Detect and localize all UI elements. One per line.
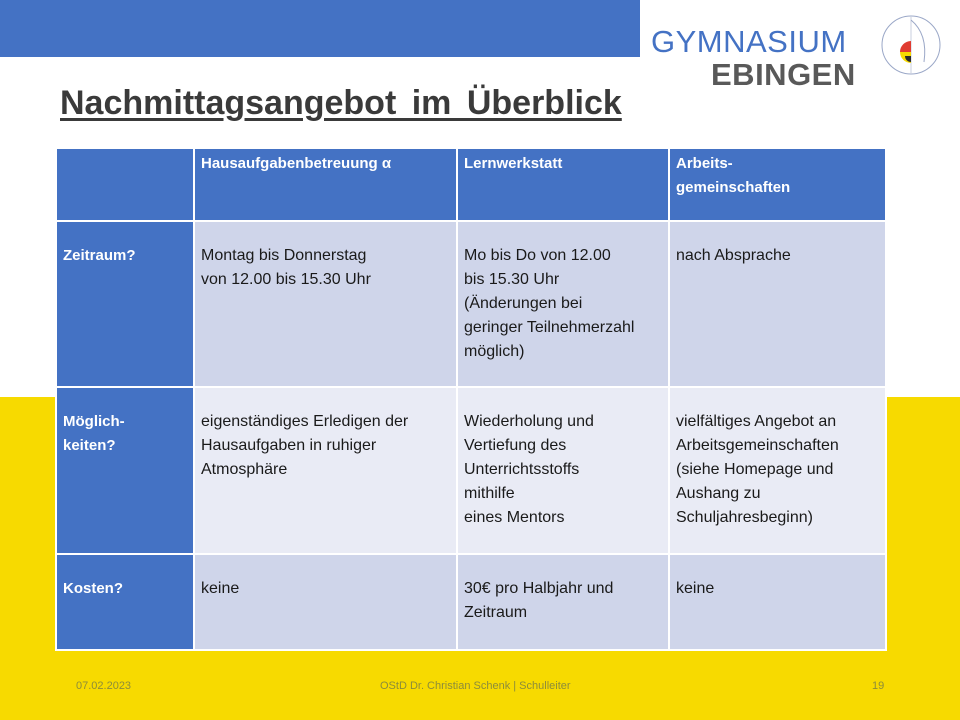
table-cell: 30€ pro Halbjahr und Zeitraum [457, 554, 669, 650]
header-lernwerkstatt: Lernwerkstatt [457, 148, 669, 221]
table-cell: keine [194, 554, 457, 650]
offer-table [55, 147, 887, 651]
table-row [56, 554, 886, 650]
table-row [56, 387, 886, 554]
footer-date: 07.02.2023 [76, 680, 132, 692]
table-cell: Mo bis Do von 12.00 bis 15.30 Uhr (Änderungen bei geringer Teilnehmerzahl möglich) [457, 221, 669, 387]
row-label-kosten: Kosten? [56, 554, 194, 650]
table-header-row [56, 148, 886, 221]
logo-text-ebingen: EBINGEN [711, 57, 856, 92]
logo-text-gymnasium: GYMNASIUM [651, 24, 847, 59]
header-arbeitsgemeinschaften: Arbeits- gemeinschaften [669, 148, 886, 221]
footer-page-number: 19 [872, 680, 885, 692]
table-cell: vielfältiges Angebot an Arbeitsgemeinschaften (siehe Homepage und Aushang zu Schuljahresbeginn) [669, 387, 886, 554]
footer-author: OStD Dr. Christian Schenk | Schulleiter [380, 680, 571, 692]
row-label-moeglichkeiten: Möglich- keiten? [56, 387, 194, 554]
row-label-zeitraum: Zeitraum? [56, 221, 194, 387]
page-title: Nachmittagsangebot im Überblick [60, 84, 622, 122]
header-empty [56, 148, 194, 221]
table-cell: nach Absprache [669, 221, 886, 387]
school-emblem-icon [880, 12, 942, 78]
table-cell: keine [669, 554, 886, 650]
header-hausaufgabenbetreuung: Hausaufgabenbetreuung α [194, 148, 457, 221]
table-cell: Wiederholung und Vertiefung des Unterrichtsstoffs mithilfe eines Mentors [457, 387, 669, 554]
table-cell: eigenständiges Erledigen der Hausaufgaben in ruhiger Atmosphäre [194, 387, 457, 554]
table-cell: Montag bis Donnerstag von 12.00 bis 15.30 Uhr [194, 221, 457, 387]
table-row [56, 221, 886, 387]
